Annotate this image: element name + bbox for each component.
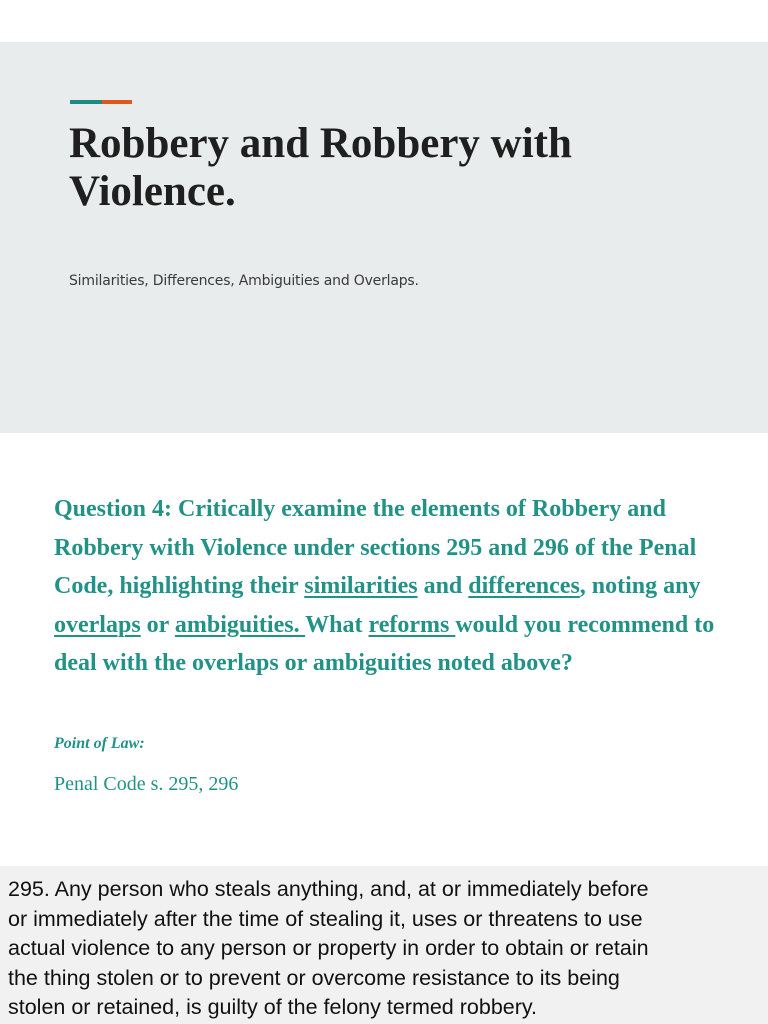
reforms-term: reforms [368, 611, 456, 638]
accent-bar [70, 100, 132, 104]
question-part-3: , noting any [579, 573, 701, 599]
accent-bar-teal [70, 100, 102, 104]
question-part-1: Question 4: Critically examine the elements of Robbery and Robbery with Violence under sections 295 and 296 of the Penal Code, highlighting their [54, 496, 697, 599]
overlaps-term: overlaps [54, 611, 141, 638]
differences-term: differences [468, 573, 580, 599]
accent-bar-orange [102, 100, 132, 104]
point-of-law-label: Point of Law: [54, 735, 145, 752]
question-text [54, 490, 734, 683]
question-part-6: would you recommend to deal with the overlaps or ambiguities noted above? [54, 611, 715, 676]
statute-excerpt [0, 866, 768, 1024]
slide-title: Robbery and Robbery with Violence. [69, 120, 572, 215]
ambiguities-term: ambiguities. [174, 611, 306, 638]
similarities-term: similarities [304, 573, 418, 599]
question-part-2: and [417, 573, 469, 599]
statute-text: 295. Any person who steals anything, and, at or immediately before or immediately after the time of stealing it, uses or threatens to use actual violence to any person or property in order to obtain or retain the thing stolen or to prevent or overcome resistance to its being stolen or retained, is guilty of the felony termed robbery. [8, 877, 649, 1019]
title-slide [0, 42, 768, 433]
question-part-5: What [305, 611, 369, 638]
question-part-4: or [140, 611, 175, 638]
point-of-law-text: Penal Code s. 295, 296 [54, 773, 239, 795]
slide-subtitle: Similarities, Differences, Ambiguities and Overlaps. [69, 273, 419, 289]
